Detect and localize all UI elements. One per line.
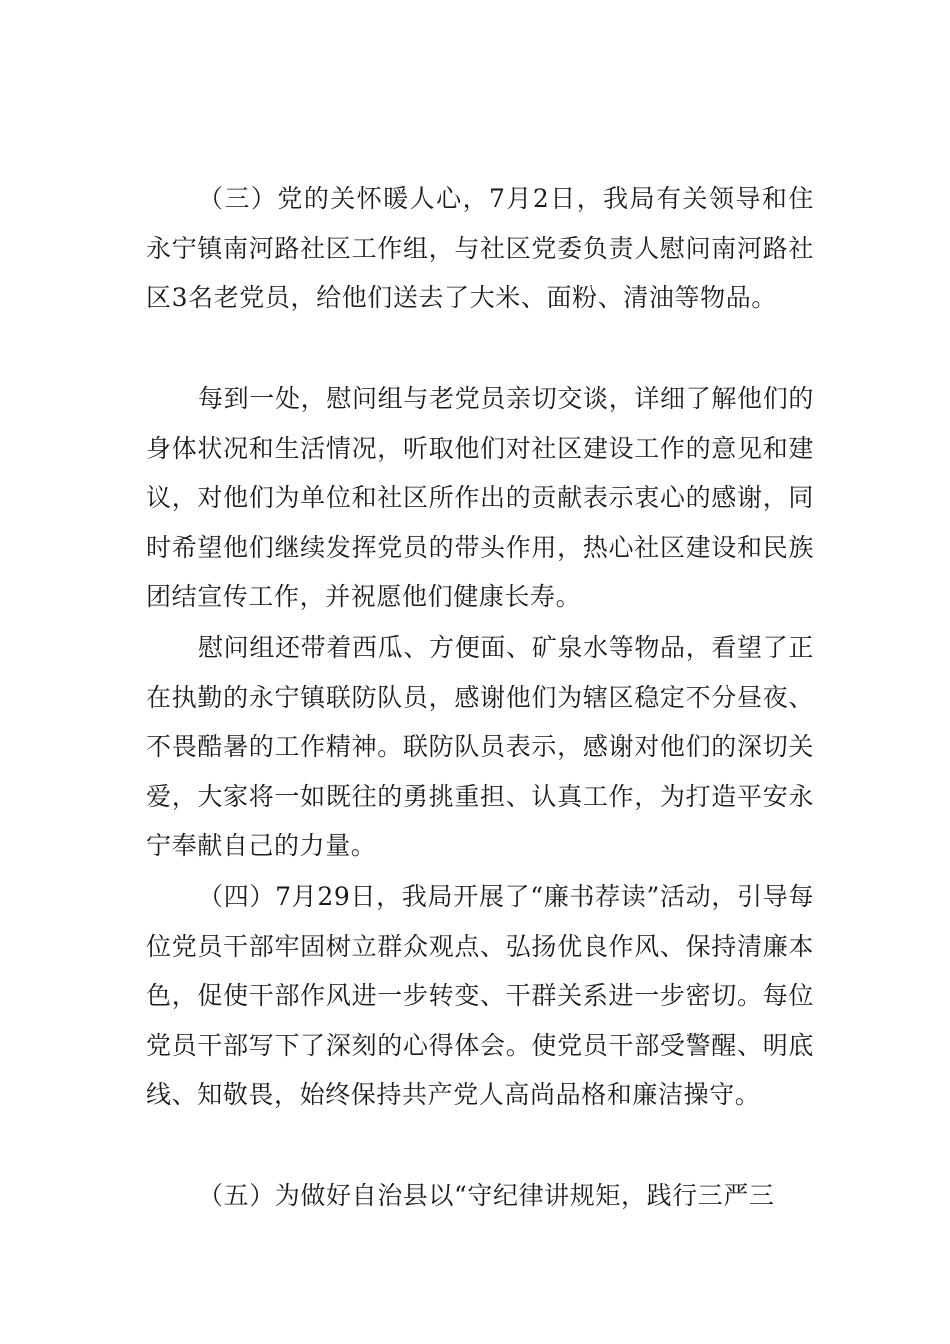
paragraph-discipline-campaign: （五）为做好自治县以“守纪律讲规矩，践行三严三 [198,1181,775,1210]
paragraph-party-care: （三）党的关怀暖人心，7月2日，我局有关领导和住永宁镇南河路社区工作组，与社区党委负责人慰问南河路社区3名老党员，给他们送去了大米、面粉、清油等物品。 [146,184,814,312]
paragraph-visit-talks: 每到一处，慰问组与老党员亲切交谈，详细了解他们的身体状况和生活情况，听取他们对社区建设工作的意见和建议，对他们为单位和社区所作出的贡献表示衷心的感谢，同时希望他们继续发挥党员的带头作用，热心社区建设和民族团结宣传工作，并祝愿他们健康长寿。 [146,384,814,611]
paragraph-security-team-visit: 慰问组还带着西瓜、方便面、矿泉水等物品，看望了正在执勤的永宁镇联防队员，感谢他们为辖区稳定不分昼夜、不畏酷暑的工作精神。联防队员表示，感谢对他们的深切关爱，大家将一如既往的勇挑重担、认真工作，为打造平安永宁奉献自己的力量。 [146,633,814,860]
paragraph-reading-activity: （四）7月29日，我局开展了“廉书荐读”活动，引导每位党员干部牢固树立群众观点、弘扬优良作风、保持清廉本色，促使干部作风进一步转变、干群关系进一步密切。每位党员干部写下了深刻的心得体会。使党员干部受警醒、明底线、知敬畏，始终保持共产党人高尚品格和廉洁操守。 [146,882,814,1109]
